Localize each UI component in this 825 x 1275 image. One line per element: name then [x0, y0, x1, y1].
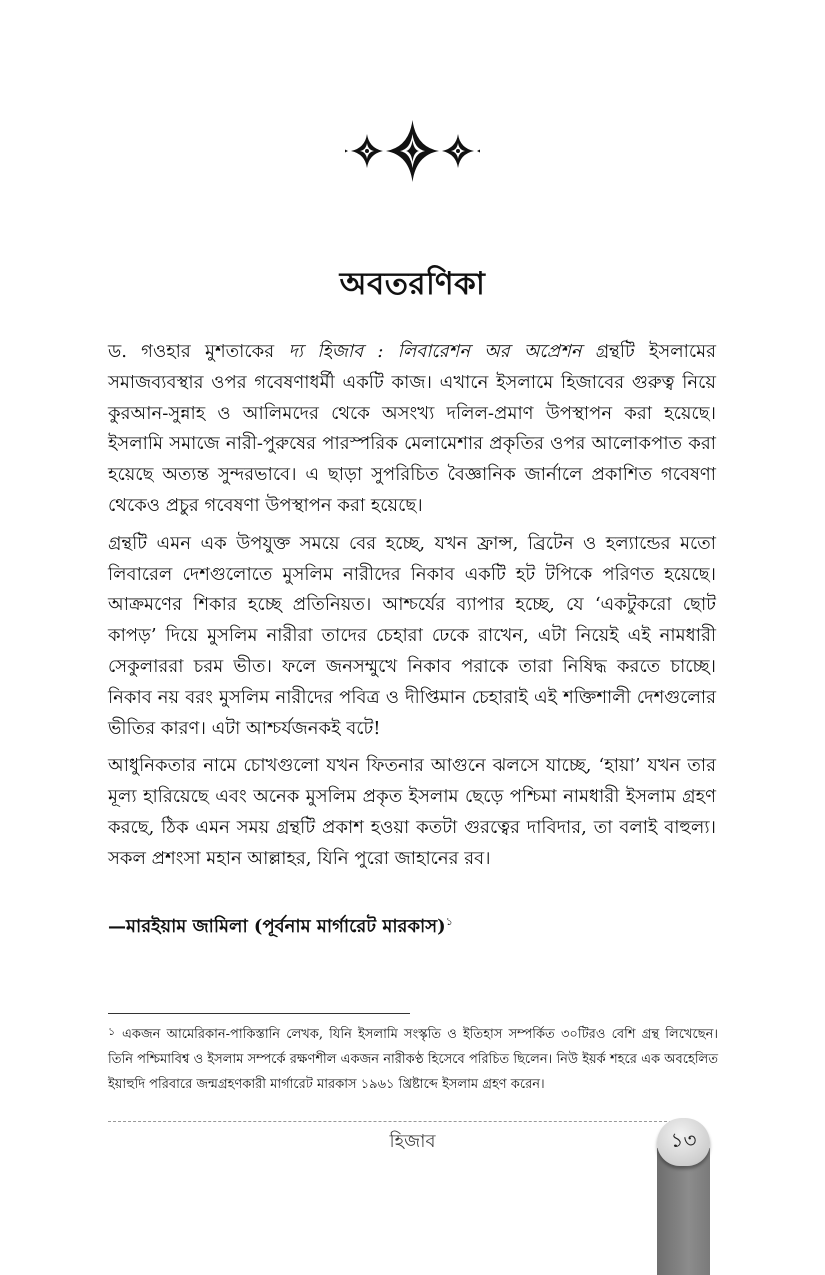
footnote-marker: ১ — [108, 1025, 116, 1038]
book-title: দ্য হিজাব : লিবারেশন অর অপ্রেশন — [288, 341, 582, 362]
footnote — [108, 1019, 718, 1097]
chapter-title: অবতরণিকা — [339, 266, 486, 302]
attribution — [108, 912, 718, 943]
body-text — [108, 337, 716, 882]
paragraph-2: গ্রন্থটি এমন এক উপযুক্ত সময়ে বের হচ্ছে, যখন ফ্রান্স, ব্রিটেন ও হল্যান্ডের মতো লিবারেল দেশগুলোতে মুসলিম নারীদের নিকাব একটি হট টপিকে পরিণত হয়েছে। আক্রমণের শিকার হচ্ছে প্রতিনিয়ত। আশ্চর্যের ব্যাপার হচ্ছে, যে ‘একটুকরো ছোট কাপড়’ দিয়ে মুসলিম নারীরা তাদের চেহারা ঢেকে রাখেন, এটা নিয়েই এই নামধারী সেকুলাররা চরম ভীত। ফলে জনসম্মুখে নিকাব পরাকে তারা নিষিদ্ধ করতে চাচ্ছে। নিকাব নয় বরং মুসলিম নারীদের পবিত্র ও দীপ্তিমান চেহারাই এই শক্তিশালী দেশগুলোর ভীতির কারণ। এটা আশ্চর্যজনকই বটে! — [108, 532, 716, 739]
paragraph-1 — [108, 337, 716, 522]
paragraph-1-lead: ড. গওহার মুশতাকের — [108, 341, 289, 362]
star-ornament-icon — [345, 118, 480, 184]
footnote-divider — [108, 1013, 410, 1014]
footnote-text: একজন আমেরিকান-পাকিস্তানি লেখক, যিনি ইসলামি সংস্কৃতি ও ইতিহাস সম্পর্কিত ৩০টিরও বেশি গ্রন্থ লিখেছেন। তিনি পশ্চিমাবিশ্ব ও ইসলাম সম্পর্কে রক্ষণশীল একজন নারীকণ্ঠ হিসেবে পরিচিত ছিলেন। নিউ ইয়র্ক শহরে এক অবহেলিত ইয়াহুদি পরিবারে জন্মগ্রহণকারী মার্গারেট মারকাস ১৯৬১ খ্রিষ্টাব্দে ইসলাম গ্রহণ করেন। — [108, 1027, 718, 1092]
footnote-reference[interactable]: ১ — [445, 915, 453, 928]
running-title: হিজাব — [389, 1131, 436, 1152]
page-tab-strip — [657, 1148, 710, 1275]
paragraph-1-rest: গ্রন্থটি ইসলামের সমাজব্যবস্থার ওপর গবেষণাধর্মী একটি কাজ। এখানে ইসলামে হিজাবের গুরুত্ব নিয়ে কুরআন-সুন্নাহ ও আলিমদের থেকে অসংখ্য দলিল-প্রমাণ উপস্থাপন করা হয়েছে। ইসলামি সমাজে নারী-পুরুষের পারস্পরিক মেলামেশার প্রকৃতির ওপর আলোকপাত করা হয়েছে অত্যন্ত সুন্দরভাবে। এ ছাড়া সুপরিচিত বৈজ্ঞানিক জার্নালে প্রকাশিত গবেষণা থেকেও প্রচুর গবেষণা উপস্থাপন করা হয়েছে। — [108, 341, 716, 516]
footer-divider — [108, 1121, 672, 1122]
attribution-text: —মারইয়াম জামিলা (পূর্বনাম মার্গারেট মারকাস) — [108, 916, 446, 937]
page-number-badge: ১৩ — [657, 1118, 710, 1166]
paragraph-3: আধুনিকতার নামে চোখগুলো যখন ফিতনার আগুনে ঝলসে যাচ্ছে, ‘হায়া’ যখন তার মূল্য হারিয়েছে এবং অনেক মুসলিম প্রকৃত ইসলাম ছেড়ে পশ্চিমা নামধারী ইসলাম গ্রহণ করছে, ঠিক এমন সময় গ্রন্থটি প্রকাশ হওয়া কতটা গুরত্বের দাবিদার, তা বলাই বাহুল্য। সকল প্রশংসা মহান আল্লাহর, যিনি পুরো জাহানের রব। — [108, 755, 716, 869]
